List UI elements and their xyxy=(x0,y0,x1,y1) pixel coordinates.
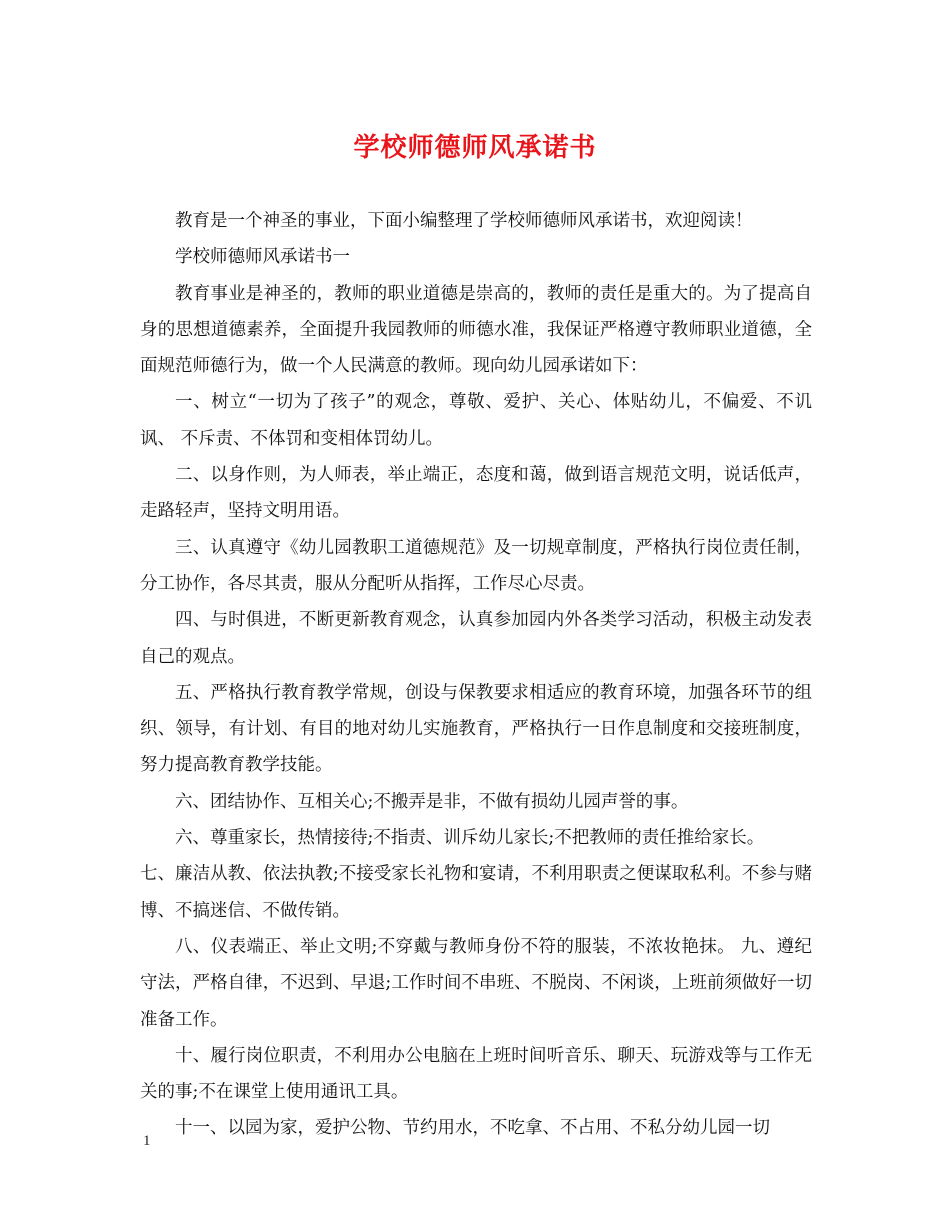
paragraph: 十一、以园为家，爱护公物、节约用水，不吃拿、不占用、不私分幼儿园一切 xyxy=(175,1118,770,1139)
document-body xyxy=(140,203,812,1147)
paragraph: 十、履行岗位职责，不利用办公电脑在上班时间听音乐、聊天、玩游戏等与工作无关的事;不在课堂上使用通讯工具。 xyxy=(140,1045,812,1103)
paragraph: 二、以身作则，为人师表，举止端正，态度和蔼，做到语言规范文明，说话低声，走路轻声，坚持文明用语。 xyxy=(140,465,812,522)
paragraph: 一、树立“一切为了孩子”的观念，尊敬、爱护、关心、体贴幼儿，不偏爱、不讥讽、 不斥责、不体罚和变相体罚幼儿。 xyxy=(140,392,812,449)
paragraph: 四、与时俱进，不断更新教育观念，认真参加园内外各类学习活动，积极主动发表自己的观点。 xyxy=(140,610,812,667)
paragraph: 六、团结协作、互相关心;不搬弄是非，不做有损幼儿园声誉的事。 xyxy=(175,791,689,812)
paragraph: 八、仪表端正、举止文明;不穿戴与教师身份不符的服装，不浓妆艳抹。 九、遵纪守法，严格自律，不迟到、早退;工作时间不串班、不脱岗、不闲谈，上班前须做好一切准备工作。 xyxy=(140,936,812,1030)
paragraph: 三、认真遵守《幼儿园教职工道德规范》及一切规章制度，严格执行岗位责任制，分工协作，各尽其责，服从分配听从指挥，工作尽心尽责。 xyxy=(140,537,812,594)
page-number: 1 xyxy=(143,1133,151,1149)
document-title: 学校师德师风承诺书 xyxy=(353,133,597,163)
paragraph: 七、廉洁从教、依法执教;不接受家长礼物和宴请，不利用职责之便谋取私利。不参与赌博、不搞迷信、不做传销。 xyxy=(140,864,812,921)
paragraph: 五、严格执行教育教学常规，创设与保教要求相适应的教育环境，加强各环节的组织、领导，有计划、有目的地对幼儿实施教育，严格执行一日作息制度和交接班制度，努力提高教育教学技能。 xyxy=(140,682,812,776)
paragraph: 教育事业是神圣的，教师的职业道德是崇高的，教师的责任是重大的。为了提高自身的思想道德素养，全面提升我园教师的师德水准，我保证严格遵守教师职业道德，全面规范师德行为，做一个人民满意的教师。现向幼儿园承诺如下： xyxy=(140,283,812,377)
paragraph: 学校师德师风承诺书一 xyxy=(175,247,350,268)
paragraph: 六、尊重家长，热情接待;不指责、训斥幼儿家长;不把教师的责任推给家长。 xyxy=(175,828,765,849)
paragraph: 教育是一个神圣的事业，下面小编整理了学校师德师风承诺书，欢迎阅读！ xyxy=(175,211,753,231)
